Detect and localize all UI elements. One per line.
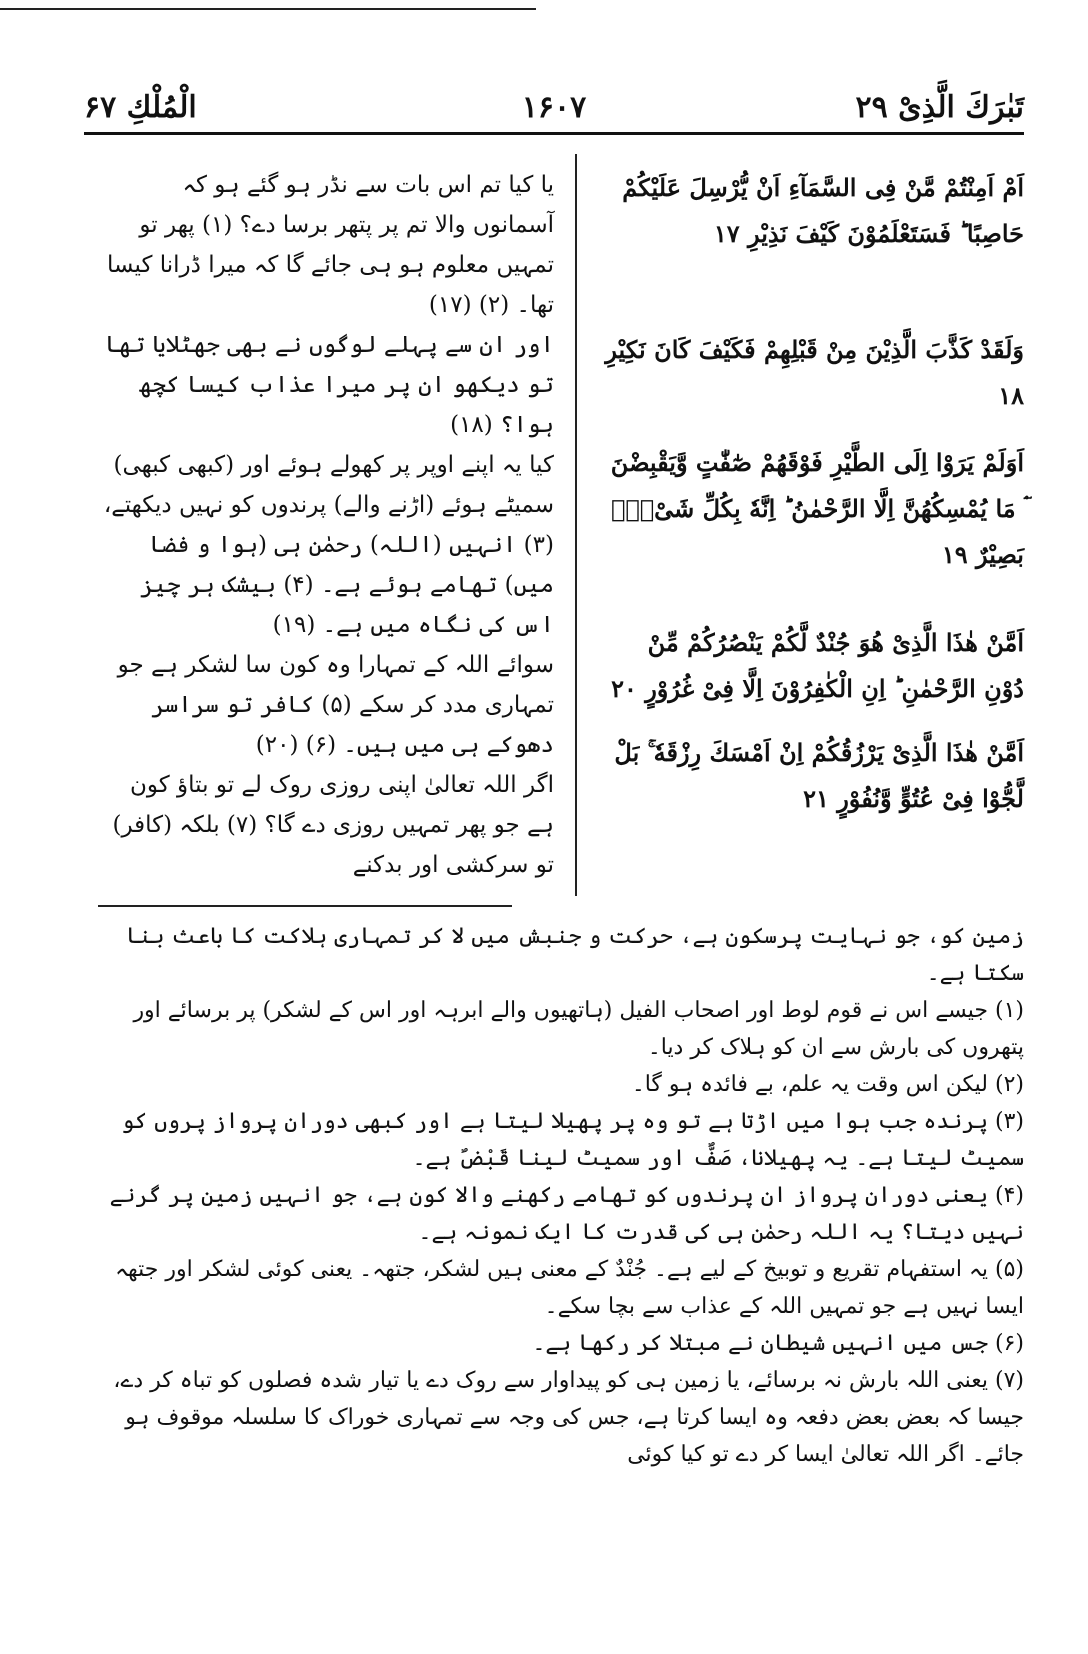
ayah-18: وَلَقَدْ كَذَّبَ الَّذِیْنَ مِنْ قَبْلِهِمْ فَكَیْفَ كَانَ نَكِیْرِ ۱۸ [605,335,1024,410]
footnote-5: (۵) یہ استفہام تقریع و توبیخ کے لیے ہے۔ جُنْدٌ کے معنی ہیں لشکر، جتھہ۔ یعنی کوئی لشکر اور جتھہ ایسا نہیں ہے جو تمہیں اللہ کے عذاب سے بچا سکے۔ [115,1257,1024,1319]
header-surah-title: الْمُلْكِ ۶۷ [84,90,197,125]
translation-20: سوائے اللہ کے تمہارا وہ کون سا لشکر ہے جو تمہاری مدد کر سکے (۵) کافر تو سراسر دھوکے ہی میں ہیں۔ (۶) (۲۰) [117,652,554,758]
ayah-17: اَمْ اَمِنْتُمْ مَّنْ فِی السَّمَآءِ اَنْ یُّرْسِلَ عَلَیْكُمْ حَاصِبًا ؕ فَسَتَعْلَمُوْنَ كَیْفَ نَذِیْرِ ۱۷ [622,173,1024,248]
column-divider [575,154,577,896]
top-rule [0,8,536,10]
translation-21: اگر اللہ تعالیٰ اپنی روزی روک لے تو بتاؤ کون ہے جو پھر تمہیں روزی دے گا؟ (۷) بلکہ (کافر) تو سرکشی اور بدکنے [112,772,554,878]
footnote-continuation: زمین کو، جو نہایت پرسکون ہے، حرکت و جنبش میں لا کر تمہاری ہلاکت کا باعث بنا سکتا ہے۔ [125,924,1024,986]
translation-19: کیا یہ اپنے اوپر پر کھولے ہوئے اور (کبھی کبھی) سمیٹے ہوئے (اڑنے والے) پرندوں کو نہیں دیکھتے، (۳) انہیں (اللہ) رحمٰن ہی (ہوا و فضا میں) تھامے ہوئے ہے۔ (۴) بیشک ہر چیز اس کی نگاہ میں ہے۔ (۱۹) [103,452,554,638]
page-header [84,78,1024,134]
arabic-text-column [600,165,1024,895]
footnote-4: (۴) یعنی دوران پرواز ان پرندوں کو تھامے رکھنے والا کون ہے، جو انہیں زمین پر گرنے نہیں دیتا؟ یہ اللہ رحمٰن ہی کی قدرت کا ایک نمونہ ہے۔ [109,1183,1024,1245]
footnote-3: (۳) پرندہ جب ہوا میں اڑتا ہے تو وہ پر پھیلا لیتا ہے اور کبھی دوران پرواز پروں کو سمیٹ لیتا ہے۔ یہ پھیلانا، صَفٌّ اور سمیٹ لینا قَبْضٌ ہے۔ [121,1109,1024,1171]
footnote-1: (۱) جیسے اس نے قوم لوط اور اصحاب الفیل (ہاتھیوں والے ابرہہ اور اس کے لشکر) پر برسائے اور پتھروں کی بارش سے ان کو ہلاک کر دیا۔ [133,998,1024,1060]
footnote-6: (۶) جس میں انہیں شیطان نے مبتلا کر رکھا ہے۔ [532,1331,1024,1356]
ayah-19: اَوَلَمْ یَرَوْا اِلَی الطَّیْرِ فَوْقَهُمْ صٰٓفّٰتٍ وَّیَقْبِضْنَ ؔۘ مَا یُمْسِكُهُنَّ اِلَّا الرَّحْمٰنُ ؕ اِنَّهٗ بِكُلِّ شَیْءٍۭ بَصِیْرٌ ۱۹ [610,448,1024,569]
translation-18: اور ان سے پہلے لوگوں نے بھی جھٹلایا تھا تو دیکھو ان پر میرا عذاب کیسا کچھ ہوا؟ (۱۸) [104,332,554,438]
ayah-21: اَمَّنْ هٰذَا الَّذِیْ یَرْزُقُكُمْ اِنْ اَمْسَكَ رِزْقَهٗ ۚ بَلْ لَّجُّوْا فِیْ عُتُوٍّ وَّنُفُوْرٍ ۲۱ [614,738,1024,813]
page-number: ۱۶۰۷ [521,90,587,125]
urdu-translation-column [98,165,554,895]
footnote-7: (۷) یعنی اللہ بارش نہ برسائے، یا زمین ہی کو پیداوار سے روک دے یا تیار شدہ فصلوں کو تباہ کر دے، جیسا کہ بعض بعض دفعہ وہ ایسا کرتا ہے، جس کی وجہ سے تمہاری خوراک کا سلسلہ موقوف ہو جائے۔ اگر اللہ تعالیٰ ایسا کر دے تو کیا کوئی [113,1368,1024,1467]
translation-17: یا کیا تم اس بات سے نڈر ہو گئے ہو کہ آسمانوں والا تم پر پتھر برسا دے؟ (۱) پھر تو تمہیں معلوم ہو ہی جائے گا کہ میرا ڈرانا کیسا تھا۔ (۲) (۱۷) [107,172,554,318]
header-part-title: تَبٰرَكَ الَّذِیْ ۲۹ [855,90,1024,125]
header-rule [84,132,1024,135]
ayah-20: اَمَّنْ هٰذَا الَّذِیْ هُوَ جُنْدٌ لَّكُمْ یَنْصُرُكُمْ مِّنْ دُوْنِ الرَّحْمٰنِ ؕ اِنِ الْكٰفِرُوْنَ اِلَّا فِیْ غُرُوْرٍ ۲۰ [611,628,1024,703]
footnotes [84,918,1024,1473]
footnote-rule [98,905,512,907]
footnote-2: (۲) لیکن اس وقت یہ علم، بے فائدہ ہو گا۔ [631,1072,1024,1097]
